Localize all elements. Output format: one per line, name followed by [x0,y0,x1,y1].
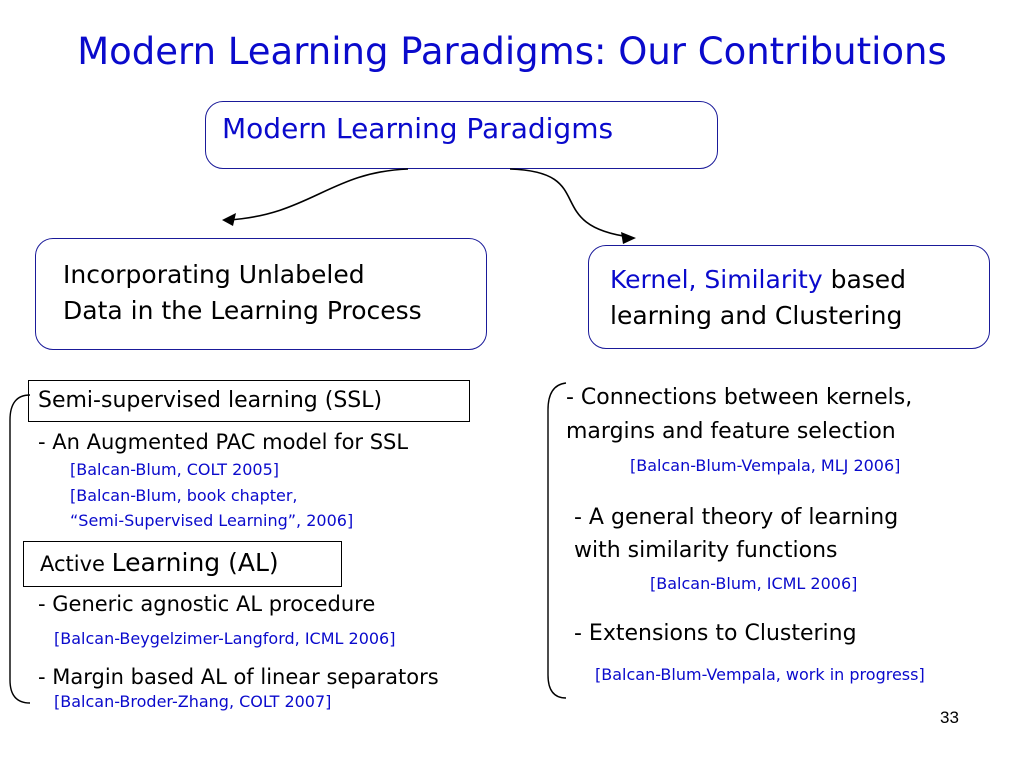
page-number: 33 [940,708,959,727]
kernel-box-rest: based [822,265,907,294]
al-heading-part1: Active [40,552,112,576]
kernel-item1-line2: margins and feature selection [566,419,896,444]
kernel-ref3: [Balcan-Blum-Vempala, work in progress] [595,665,925,684]
right-arrowhead [621,232,636,244]
al-ref2: [Balcan-Broder-Zhang, COLT 2007] [54,692,332,711]
ssl-item: - An Augmented PAC model for SSL [38,430,409,454]
kernel-item2-line1: - A general theory of learning [574,505,899,530]
kernel-item2-line2: with similarity functions [574,538,838,563]
kernel-ref2: [Balcan-Blum, ICML 2006] [650,574,858,593]
al-heading [40,548,279,577]
slide-title: Modern Learning Paradigms: Our Contributions [77,30,947,73]
root-box-label: Modern Learning Paradigms [222,112,614,145]
kernel-similarity-box [588,245,990,349]
ssl-ref2-line1: [Balcan-Blum, book chapter, [70,486,298,505]
al-heading-part2: Learning (AL) [111,548,279,577]
al-item2: - Margin based AL of linear separators [38,665,439,689]
unlabeled-box-line2: Data in the Learning Process [63,296,422,325]
al-ref1: [Balcan-Beygelzimer-Langford, ICML 2006] [54,629,396,648]
kernel-item1-line1: - Connections between kernels, [566,385,913,410]
ssl-ref2-line2: “Semi-Supervised Learning”, 2006] [70,511,354,530]
left-arrowhead [222,213,236,226]
unlabeled-data-box [35,238,487,350]
ssl-ref1: [Balcan-Blum, COLT 2005] [70,460,280,479]
kernel-box-highlight: Kernel, Similarity [610,265,823,294]
kernel-box-line1 [610,262,906,298]
ssl-heading: Semi-supervised learning (SSL) [38,388,383,413]
left-branch-arrow [228,169,408,220]
right-branch-arrow [510,169,630,237]
right-bracket [548,383,566,698]
kernel-item3: - Extensions to Clustering [574,621,857,646]
kernel-ref1: [Balcan-Blum-Vempala, MLJ 2006] [630,456,901,475]
unlabeled-box-line1: Incorporating Unlabeled [63,260,365,289]
kernel-box-line2: learning and Clustering [610,301,903,330]
al-item1: - Generic agnostic AL procedure [38,592,376,616]
